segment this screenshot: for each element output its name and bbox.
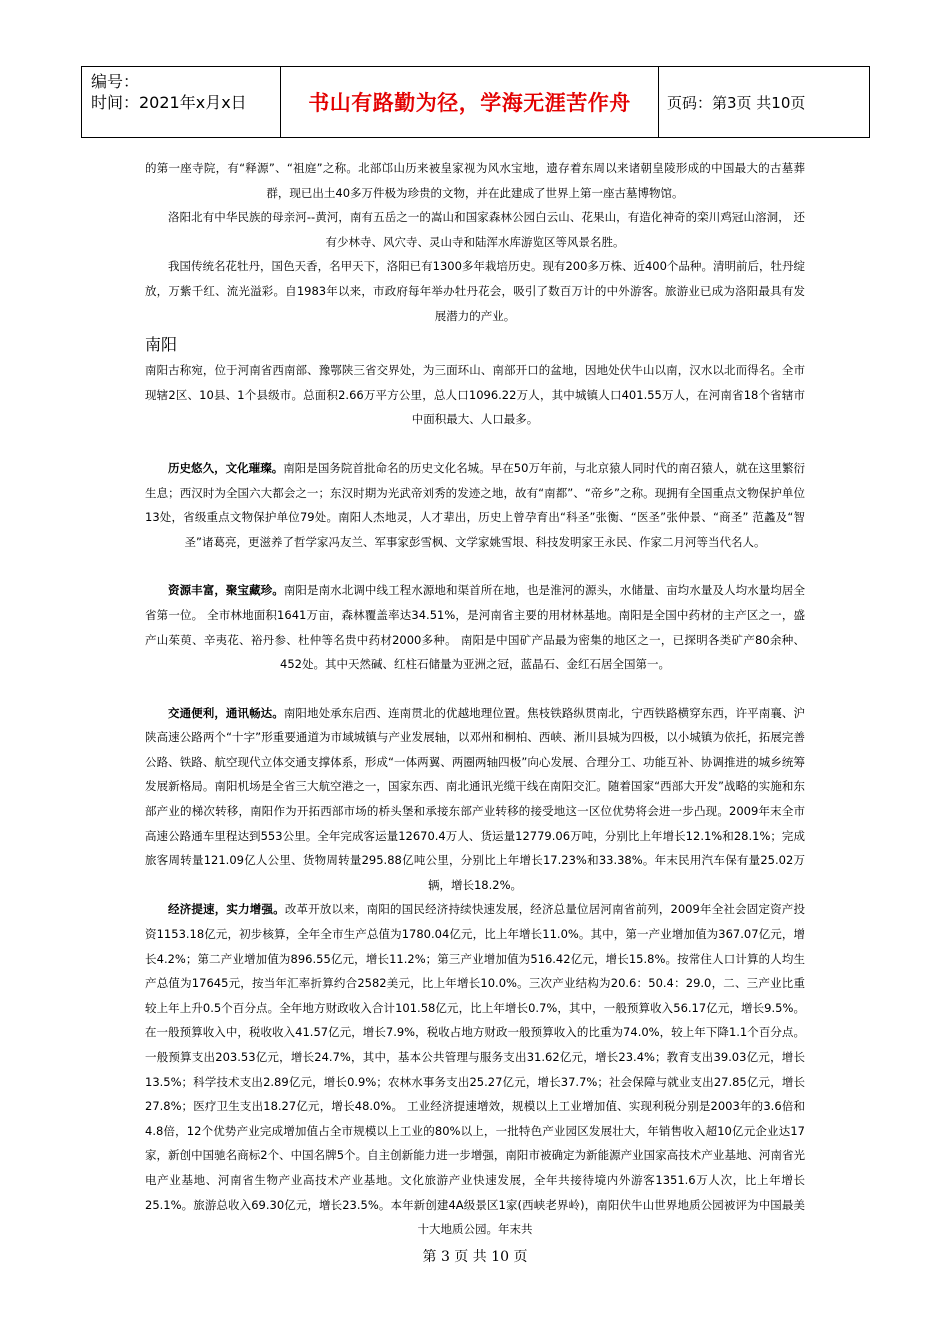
paragraph-history	[145, 456, 805, 554]
header-motto-cell	[281, 67, 659, 137]
document-body	[145, 156, 805, 1242]
text-economy: 改革开放以来，南阳的国民经济持续快速发展，经济总量位居河南省前列，2009年全社会固定资产投资1153.18亿元，初步核算，全年全市生产总值为1780.04亿元，比上年增长11.0%。其中，第一产业增加值为367.07亿元，增长4.2%；第二产业增加值为896.55亿元，增长11.2%；第三产业增加值为516.42亿元，增长15.8%。按常住人口计算的人均生产总值为17645元，按当年汇率折算约合2582美元，比上年增长10.0%。三次产业结构为20.6：50.4：29.0，二、三产业比重较上年上升0.5个百分点。全年地方财政收入合计101.58亿元，比上年增长0.7%，其中，一般预算收入56.17亿元，增长9.5%。在一般预算收入中，税收收入41.57亿元，增长7.9%，税收占地方财政一般预算收入的比重为74.0%，较上年下降1.1个百分点。一般预算支出203.53亿元，增长24.7%，其中，基本公共管理与服务支出31.62亿元，增长23.4%；教育支出39.03亿元，增长13.5%；科学技术支出2.89亿元，增长0.9%；农林水事务支出25.27亿元，增长37.7%；社会保障与就业支出27.85亿元，增长27.8%；医疗卫生支出18.27亿元，增长48.0%。 工业经济提速增效，规模以上工业增加值、实现利税分别是2003年的3.6倍和4.8倍，12个优势产业完成增加值占全市规模以上工业的80%以上，一批特色产业园区发展壮大，年销售收入超10亿元企业达17家，新创中国驰名商标2个、中国名牌5个。自主创新能力进一步增强，南阳市被确定为新能源产业国家高技术产业基地、河南省光电产业基地、河南省生物产业高技术产业基地。文化旅游产业快速发展，全年共接待境内外游客1351.6万人次，比上年增长25.1%。旅游总收入69.30亿元，增长23.5%。本年新创建4A级景区1家(西峡老界岭)，南阳伏牛山世界地质公园被评为中国最美十大地质公园。年末共	[145, 902, 805, 1237]
text-history: 南阳是国务院首批命名的历史文化名城。早在50万年前，与北京猿人同时代的南召猿人，就在这里繁衍生息；西汉时为全国六大都会之一；东汉时期为光武帝刘秀的发迹之地，故有“南都”、“帝乡”之称。现拥有全国重点文物保护单位13处，省级重点文物保护单位79处。南阳人杰地灵，人才辈出，历史上曾孕育出“科圣”张衡、“医圣”张仲景、“商圣” 范蠡及“智圣”诸葛亮，更滋养了哲学家冯友兰、军事家彭雪枫、文学家姚雪垠、科技发明家王永民、作家二月河等当代名人。	[145, 460, 806, 549]
paragraph-nanyang-intro: 南阳古称宛，位于河南省西南部、豫鄂陕三省交界处，为三面环山、南部开口的盆地，因地处伏牛山以南，汉水以北而得名。全市现辖2区、10县、1个县级市。总面积2.66万平方公里，总人口1096.22万人，其中城镇人口401.55万人，在河南省18个省辖市中面积最大、人口最多。	[145, 363, 805, 427]
header-table	[81, 66, 870, 138]
text-transport: 南阳地处承东启西、连南贯北的优越地理位置。焦枝铁路纵贯南北，宁西铁路横穿东西，许平南襄、沪陕高速公路两个“十字”形重要通道为市域城镇与产业发展轴，以邓州和桐柏、西峡、淅川县城为四极，以小城镇为依托，拓展完善公路、铁路、航空现代立体交通支撑体系，形成“一体两翼、两圈两轴四极”向心发展、合理分工、功能互补、协调推进的城乡统筹发展新格局。南阳机场是全省三大航空港之一，国家东西、南北通讯光缆干线在南阳交汇。随着国家“西部大开发”战略的实施和东部产业的梯次转移，南阳作为开拓西部市场的桥头堡和承接东部产业转移的接受地这一区位优势将会进一步凸现。2009年末全市高速公路通车里程达到553公里。全年完成客运量12670.4万人、货运量12779.06万吨，分别比上年增长12.1%和28.1%；完成旅客周转量121.09亿人公里、货物周转量295.88亿吨公里，分别比上年增长17.23%和33.38%。年末民用汽车保有量25.02万辆，增长18.2%。	[145, 705, 806, 892]
lead-resources: 资源丰富，聚宝藏珍。	[168, 583, 284, 598]
paragraph-economy	[145, 897, 805, 1241]
header-meta	[82, 67, 281, 137]
motto: 书山有路勤为径，学海无涯苦作舟	[308, 91, 631, 115]
page-label: 页码：第3页 共10页	[667, 93, 806, 112]
paragraph-luoyang-3: 我国传统名花牡丹，国色天香，名甲天下，洛阳已有1300多年栽培历史。现有200多万株、近400个品种。清明前后，牡丹绽放，万紫千红、流光溢彩。自1983年以来，市政府每年举办牡丹花会，吸引了数百万计的中外游客。旅游业已成为洛阳最具有发展潜力的产业。	[145, 259, 805, 323]
paragraph-transport	[145, 701, 805, 898]
number-label: 编号：	[91, 72, 140, 91]
lead-history: 历史悠久，文化璀璨。	[168, 460, 284, 475]
lead-economy: 经济提速，实力增强。	[168, 902, 285, 917]
paragraph-resources	[145, 578, 805, 676]
section-heading: 南阳	[145, 335, 178, 355]
paragraph-luoyang-2: 洛阳北有中华民族的母亲河--黄河，南有五岳之一的嵩山和国家森林公园白云山、花果山，有造化神奇的栾川鸡冠山溶洞， 还有少林寺、风穴寺、灵山寺和陆浑水库游览区等风景名胜。	[168, 210, 805, 249]
text-resources: 南阳是南水北调中线工程水源地和渠首所在地，也是淮河的源头，水储量、亩均水量及人均水量均居全省第一位。 全市林地面积1641万亩，森林覆盖率达34.51%，是河南省主要的用材林基地。南阳是全国中药材的主产区之一，盛产山茱萸、辛夷花、裕丹参、杜仲等名贵中药材2000多种。 南阳是中国矿产品最为密集的地区之一，已探明各类矿产80余种、452处。其中天然碱、红柱石储量为亚洲之冠，蓝晶石、金红石居全国第一。	[145, 583, 806, 672]
lead-transport: 交通便利，通讯畅达。	[168, 705, 284, 720]
page-footer: 第 3 页 共 10 页	[422, 1249, 528, 1265]
paragraph-luoyang-1: 的第一座寺院，有“释源”、“祖庭”之称。北部邙山历来被皇家视为风水宝地，遗存着东周以来诸朝皇陵形成的中国最大的古墓葬群，现已出土40多万件极为珍贵的文物，并在此建成了世界上第一座古墓博物馆。	[145, 161, 805, 200]
time-label: 时间：2021年x月x日	[91, 93, 247, 112]
